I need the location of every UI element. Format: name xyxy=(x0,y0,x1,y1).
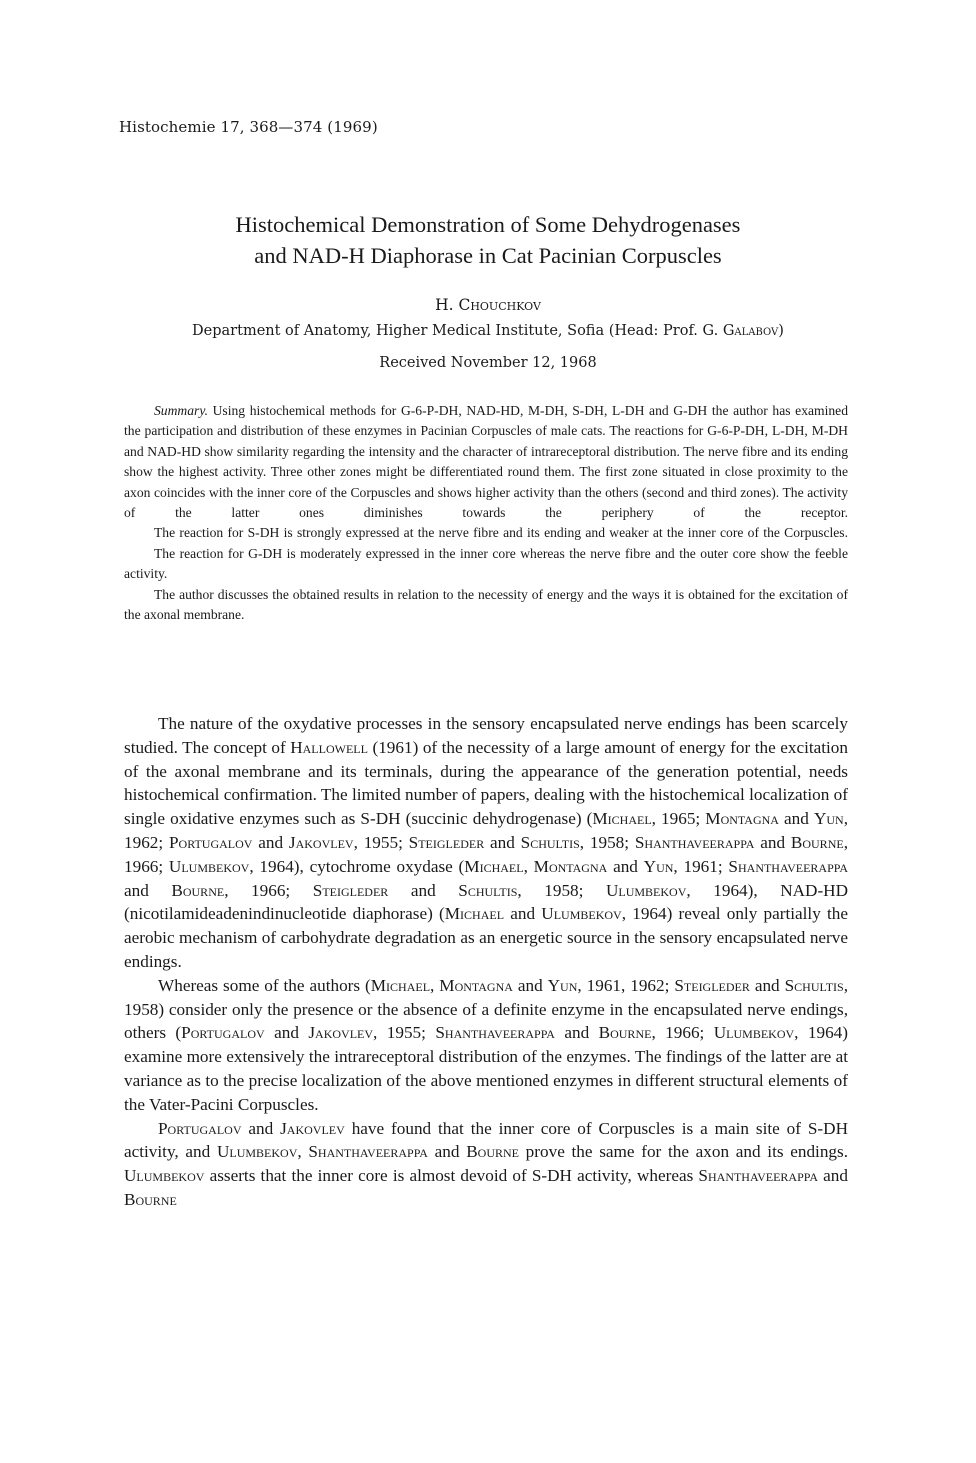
cited-author: Bourne xyxy=(466,1142,519,1162)
abstract-paragraph: The author discusses the obtained results in relation to the necessity of energy and the ways it is obtained for the excitation of the axonal membrane. xyxy=(124,586,848,623)
author-initial: H. xyxy=(435,296,459,314)
body-text-run: and xyxy=(124,880,172,900)
cited-author: Michael xyxy=(444,904,505,924)
abstract-text: Using histochemical methods for G-6-P-DH, NAD-HD, M-DH, S-DH, L-DH and G-DH the author has examined the participation and distribution of these enzymes in Pacinian Corpuscles of male cats. The reactions for G-6-P-DH, L-DH, M-DH and NAD-HD show similarity regarding the intensity and the character of intrareceptoral distribution. The nerve fibre and its ending show the highest activity. Three other zones might be differentiated round them. The first zone situated in close proximity to the axon coincides with the inner core of the Corpuscles and shows higher activity than the others (second and third zones). The activity of the latter ones diminishes towards the periphery of the receptor. xyxy=(124,403,848,521)
body-text-run: , 1964), cytochrome oxydase ( xyxy=(249,856,465,876)
body-text-run: , 1964) reveal only partially the aerobic mechanism of carbohydrate degradation as an energetic source in the sensory encapsulated nerve endings. xyxy=(124,904,849,971)
received-date: Received November 12, 1968 xyxy=(379,355,597,371)
cited-author: Bourne xyxy=(790,832,844,852)
body-text-run: Whereas some of the authors ( xyxy=(158,975,371,995)
cited-author: Hallowell xyxy=(290,737,368,757)
body-text-run: and xyxy=(252,832,289,852)
body-text-run: , xyxy=(523,856,534,876)
abstract-paragraph xyxy=(124,401,848,523)
cited-author: Schultis xyxy=(784,975,844,995)
cited-author: Yun xyxy=(643,856,674,876)
cited-author: Ulumbekov xyxy=(605,880,687,900)
cited-author: Shanthaveerappa xyxy=(698,1166,819,1186)
body-text-run: and xyxy=(264,1023,309,1043)
body-text-run: have found that the inner core of Corpuscles is a main site of S-DH activity, and xyxy=(124,1118,848,1162)
body-text-run: , 1958) consider only the presence or the absence of a definite enzyme in the encapsulated nerve endings, others ( xyxy=(124,975,849,1043)
body-text-run: and xyxy=(818,1166,848,1186)
cited-author: Shanthaveerappa xyxy=(308,1142,428,1162)
affiliation-head-name: Galabov xyxy=(722,323,779,339)
cited-author: Jakovlev xyxy=(308,1023,374,1043)
body-text-run: and xyxy=(504,904,542,924)
body-text-run: and xyxy=(749,975,785,995)
body-text-run: and xyxy=(427,1142,467,1162)
body-text-run: , 1955; xyxy=(353,832,409,852)
body-text-run: , 1966; xyxy=(224,880,313,900)
cited-author: Bourne xyxy=(598,1023,652,1043)
cited-author: Portugalov xyxy=(168,832,253,852)
body-text-run: and xyxy=(754,832,791,852)
affiliation-text: Department of Anatomy, Higher Medical Institute, Sofia (Head: Prof. G. xyxy=(192,323,723,339)
cited-author: Portugalov xyxy=(158,1118,242,1138)
cited-author: Jakovlev xyxy=(280,1118,345,1138)
body-text-run: , 1961; xyxy=(673,856,729,876)
cited-author: Yun xyxy=(547,975,578,995)
cited-author: Ulumbekov xyxy=(168,856,250,876)
abstract-paragraph: The reaction for G-DH is moderately expressed in the inner core whereas the nerve fibre and the outer core show the feeble activity. xyxy=(124,545,848,582)
body-text-run: asserts that the inner core is almost devoid of S-DH activity, whereas xyxy=(204,1166,699,1186)
body-text-run: and xyxy=(241,1118,281,1138)
body-text-run: and xyxy=(554,1023,599,1043)
body-text-run: and xyxy=(607,856,644,876)
cited-author: Ulumbekov xyxy=(124,1166,205,1186)
cited-author: Steigleder xyxy=(312,880,389,900)
journal-citation: Histochemie 17, 368—374 (1969) xyxy=(119,118,378,136)
author-surname: Chouchkov xyxy=(458,296,541,314)
cited-author: Bourne xyxy=(124,1189,177,1209)
affiliation-close: ) xyxy=(778,323,784,339)
body-text-run: , 1962; xyxy=(124,809,848,852)
body-text-run: and xyxy=(388,880,459,900)
body-paragraph xyxy=(124,1117,848,1212)
cited-author: Steigleder xyxy=(674,975,750,995)
body-paragraph xyxy=(124,712,848,974)
title-line-1: Histochemical Demonstration of Some Dehydrogenases xyxy=(235,212,741,237)
cited-author: Montagna xyxy=(439,975,513,995)
cited-author: Shanthaveerappa xyxy=(634,832,755,852)
cited-author: Schultis xyxy=(520,832,580,852)
author-name xyxy=(60,296,916,314)
body-text-run: , xyxy=(297,1142,309,1162)
body-text-run: , xyxy=(430,975,440,995)
body-text-run: , 1966; xyxy=(124,832,848,876)
body-text-run: (1961) of the necessity of a large amount of energy for the excitation of the axonal membrane and its terminals, during the appearance of the generation potential, needs histochemical confirmation. The limited number of papers, dealing with the histochemical localization of single oxidative enzymes such as S-DH (succinic dehydrogenase) ( xyxy=(124,737,848,829)
body-text-run: , 1958; xyxy=(579,832,635,852)
cited-author: Michael xyxy=(370,975,431,995)
body-text-run: and xyxy=(484,832,521,852)
cited-author: Ulumbekov xyxy=(541,904,622,924)
cited-author: Montagna xyxy=(533,856,608,876)
cited-author: Bourne xyxy=(171,880,225,900)
body-text-run: and xyxy=(778,809,814,829)
abstract-paragraph: The reaction for S-DH is strongly expressed at the nerve fibre and its ending and weaker at the inner core of the Corpuscles. xyxy=(154,525,848,541)
body-text-run: The nature of the oxydative processes in the sensory encapsulated nerve endings has been scarcely studied. The concept of xyxy=(124,714,848,757)
abstract xyxy=(124,401,848,625)
body-text-run: , 1961, 1962; xyxy=(577,975,675,995)
abstract-label: Summary. xyxy=(154,403,208,418)
title-line-2: and NAD-H Diaphorase in Cat Pacinian Corpuscles xyxy=(254,243,722,268)
cited-author: Shanthaveerappa xyxy=(728,856,849,876)
cited-author: Michael xyxy=(464,856,524,876)
cited-author: Yun xyxy=(813,809,844,829)
cited-author: Ulumbekov xyxy=(216,1142,298,1162)
body-text-run: , 1955; xyxy=(373,1023,436,1043)
body-text-run: , 1965; xyxy=(651,809,706,829)
cited-author: Shanthaveerappa xyxy=(435,1023,555,1043)
cited-author: Schultis xyxy=(458,880,518,900)
body-text-run: , 1964) examine more extensively the intrareceptoral distribution of the enzymes. The findings of the latter are at variance as to the precise localization of the above mentioned enzymes in different structural elements of the Vater-Pacini Corpuscles. xyxy=(124,1023,848,1114)
cited-author: Ulumbekov xyxy=(713,1023,795,1043)
cited-author: Montagna xyxy=(705,809,779,829)
body-text-run: prove the same for the axon and its endings. xyxy=(518,1142,848,1162)
cited-author: Steigleder xyxy=(408,832,485,852)
body-text-run: and xyxy=(512,975,548,995)
cited-author: Portugalov xyxy=(181,1023,265,1043)
body-text xyxy=(124,712,848,1212)
body-text-run: , 1958; xyxy=(517,880,606,900)
body-text-run: , 1966; xyxy=(651,1023,714,1043)
cited-author: Michael xyxy=(592,809,652,829)
cited-author: Jakovlev xyxy=(288,832,354,852)
author-affiliation xyxy=(60,323,916,339)
body-paragraph xyxy=(124,974,848,1117)
article-title xyxy=(60,209,916,271)
body-text-run: , 1964), NAD-HD (nicotilamideadenindinucleotide diaphorase) ( xyxy=(124,880,848,924)
